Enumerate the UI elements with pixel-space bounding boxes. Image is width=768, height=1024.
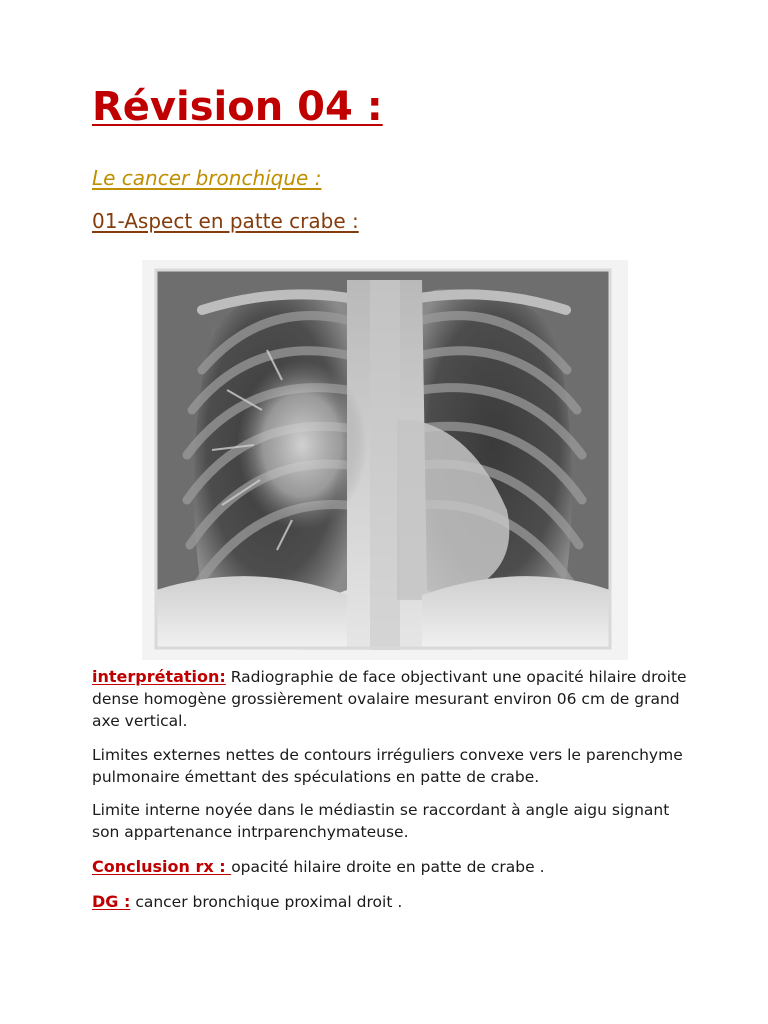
interpretation-label: interprétation: xyxy=(92,667,226,686)
diagnosis-text: cancer bronchique proximal droit . xyxy=(130,893,403,911)
conclusion-text: opacité hilaire droite en patte de crabe . xyxy=(231,858,545,876)
external-limits-paragraph: Limites externes nettes de contours irréguliers convexe vers le parenchyme pulmonaire émettant des spéculations en patte de crabe. xyxy=(92,746,683,786)
diagnosis-paragraph xyxy=(92,891,692,913)
document-subtitle: Le cancer bronchique : xyxy=(92,166,322,190)
diagnosis-label: DG : xyxy=(92,892,131,911)
chest-xray-image xyxy=(142,260,628,660)
conclusion-paragraph xyxy=(92,856,692,878)
interpretation-text: Radiographie de face objectivant une opacité hilaire droite dense homogène grossièrement ovalaire mesurant environ 06 cm de grand axe vertical. xyxy=(92,668,687,730)
conclusion-label: Conclusion rx : xyxy=(92,857,232,876)
document-title: Révision 04 : xyxy=(92,84,383,130)
interpretation-paragraph xyxy=(92,666,692,732)
chest-xray-illustration xyxy=(142,260,628,660)
internal-limit-paragraph: Limite interne noyée dans le médiastin se raccordant à angle aigu signant son appartenance intrparenchymateuse. xyxy=(92,801,670,841)
section-heading: 01-Aspect en patte crabe : xyxy=(92,209,359,233)
